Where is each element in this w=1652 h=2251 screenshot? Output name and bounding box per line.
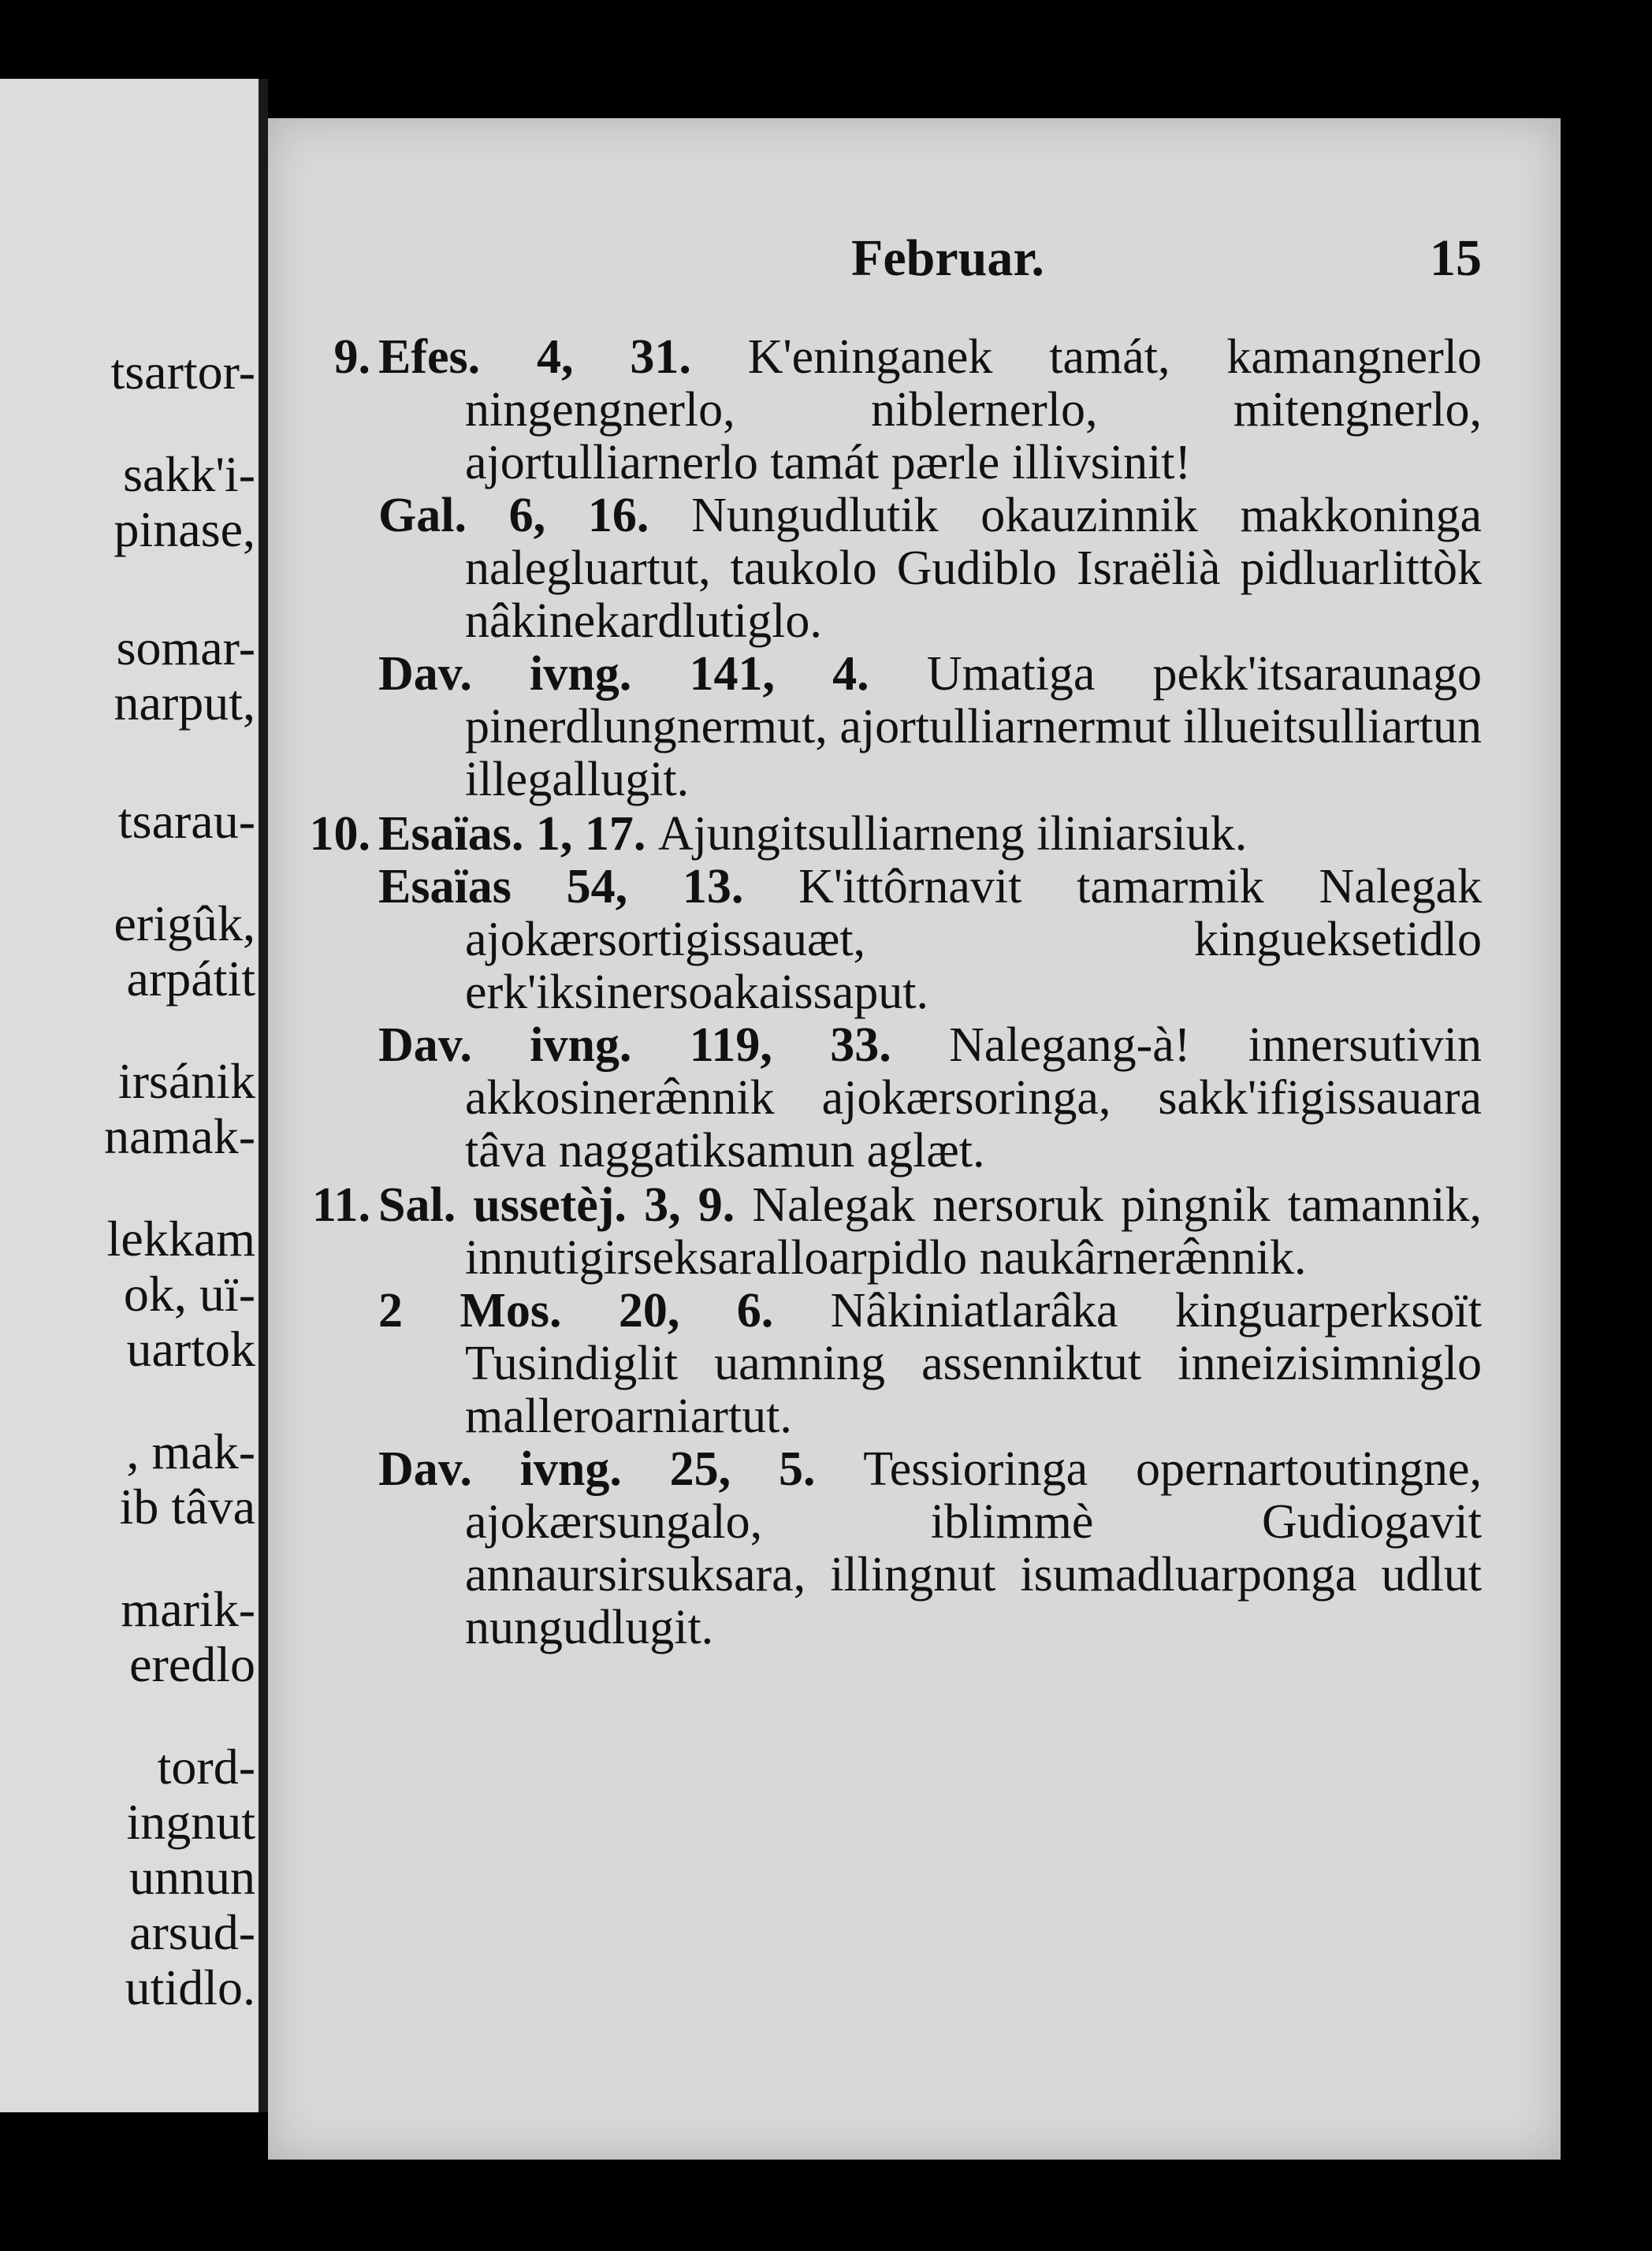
left-line: sakk'i- [123, 446, 255, 502]
verse-reference: Sal. ussetèj. 3, 9. [378, 1178, 753, 1232]
verse-text: K'eninganek tamát, kamangnerlo ningengnerlo, niblernerlo, mitengnerlo, ajortulliarnerlo tamát pærle illivsinit! [465, 330, 1482, 489]
day-number: 10. [309, 807, 370, 861]
verse-text: Umatiga pekk'itsaraunago pinerdlungnermut, ajortulliarnermut illueitsulliartun illegallugit. [465, 647, 1482, 806]
day-number: 11. [311, 1178, 370, 1232]
verse [378, 1285, 1482, 1443]
left-line: eredlo [129, 1636, 255, 1692]
page-number: 15 [1430, 229, 1482, 287]
day-number: 9. [333, 330, 370, 384]
day-entry [311, 1178, 1483, 1654]
verse-text: Tessioringa opernartoutingne, ajokærsungalo, iblimmè Gudiogavit annaursirsuksara, illingnut isumadluarponga udlut nungudlugit. [465, 1442, 1483, 1654]
verse [378, 489, 1482, 648]
left-line: tord- [157, 1739, 255, 1795]
verse [378, 648, 1482, 806]
left-line: irsánik [117, 1053, 255, 1109]
left-line: pinase, [113, 501, 255, 557]
verse-reference: Efes. 4, 31. [378, 330, 748, 384]
devotional-text [309, 330, 1483, 1656]
left-line: narput, [113, 675, 255, 731]
left-line: tsartor- [110, 344, 255, 400]
left-line: lekkam [106, 1211, 255, 1267]
left-line: ok, uï- [123, 1266, 255, 1322]
verse-text: Nungudlutik okauzinnik makkoninga nalegluartut, taukolo Gudiblo Israëlià pidluarlittòk nâkinekardlutiglo. [465, 489, 1482, 648]
day-entry [309, 807, 1482, 1178]
verse [378, 1443, 1482, 1654]
verse [378, 808, 1482, 861]
verse-reference: Dav. ivng. 141, 4. [378, 647, 927, 701]
verse-reference: Dav. ivng. 25, 5. [378, 1442, 864, 1496]
left-line: erigûk, [113, 895, 255, 951]
left-line: , mak- [126, 1423, 255, 1479]
verse [378, 1019, 1482, 1178]
left-line: arsud- [129, 1904, 255, 1960]
left-line: ib tâva [119, 1479, 255, 1535]
left-line: uartok [126, 1321, 255, 1377]
verse [378, 861, 1482, 1019]
page-title: Februar. [851, 229, 1045, 287]
left-line: utidlo. [125, 1959, 255, 2015]
verse-text: K'ittôrnavit tamarmik Nalegak ajokærsortigissauæt, kingueksetidlo erk'iksinersoakaissaput. [465, 860, 1482, 1019]
left-line: somar- [116, 619, 255, 675]
verse-text: Nalegang-à! innersutivin akkosineræ̂nnik ajokærsoringa, sakk'ifigissauara tâva naggatiksamun aglæt. [465, 1018, 1482, 1178]
right-page [268, 118, 1561, 2160]
day-entry [333, 330, 1482, 806]
verse [378, 331, 1482, 489]
verse-text: Nâkiniatlarâka kinguarperksoït Tusindiglit uamning assenniktut inneizisimniglo malleroarniartut. [465, 1284, 1482, 1443]
left-line: namak- [104, 1108, 255, 1164]
verse-text: Ajungitsulliarneng iliniarsiuk. [657, 807, 1248, 861]
verse-reference: Dav. ivng. 119, 33. [378, 1018, 950, 1072]
verse-reference: Esaïas 54, 13. [378, 860, 799, 913]
left-line: marik- [121, 1581, 255, 1637]
verse-reference: 2 Mos. 20, 6. [378, 1284, 831, 1338]
book-gutter [259, 79, 268, 2112]
verse-reference: Gal. 6, 16. [378, 489, 692, 542]
left-page-fragment [0, 79, 260, 2112]
page-header [268, 229, 1561, 292]
left-line: unnun [129, 1849, 255, 1905]
left-line: ingnut [126, 1794, 255, 1850]
left-line: arpátit [126, 951, 255, 1006]
verse-text: Nalegak nersoruk pingnik tamannik, innutigirseksaralloarpidlo naukârneræ̂nnik. [465, 1178, 1482, 1285]
verse-reference: Esaïas. 1, 17. [378, 807, 658, 861]
left-line: tsarau- [117, 793, 255, 849]
verse [378, 1179, 1482, 1285]
